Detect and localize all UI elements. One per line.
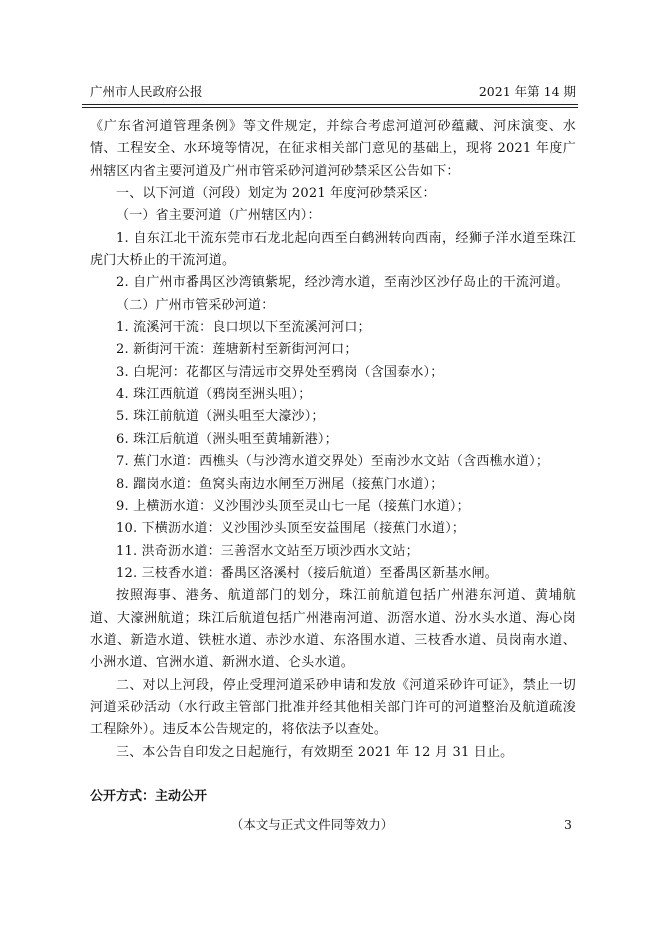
subsection-heading-provincial: （一）省主要河道（广州辖区内）： (116, 208, 321, 224)
list-item: 10. 下横沥水道：义沙围沙头顶至安益围尾（接蕉门水道）； (116, 521, 466, 537)
list-item: 9. 上横沥水道：义沙围沙头顶至灵山七一尾（接蕉门水道）； (116, 498, 470, 514)
list-item: 12. 三枝香水道：番禺区洛溪村（接后航道）至番禺区新基水闸。 (116, 565, 499, 581)
list-item: 2. 新街河干流：莲塘新村至新街河河口； (116, 342, 358, 358)
list-item: 11. 洪奇沥水道：三善滘水文站至万顷沙西水文站； (116, 543, 419, 559)
section-paragraph-3: 三、本公告自印发之日起施行，有效期至 2021 年 12 月 31 日止。 (116, 744, 514, 760)
subsection-heading-city: （二）广州市管采砂河道： (116, 297, 275, 313)
header-rule-thin (82, 107, 578, 108)
section-heading-1: 一、以下河道（河段）划定为 2021 年度河砂禁采区： (116, 186, 436, 202)
section-paragraph-2: 二、对以上河段，停止受理河道采砂申请和发放《河道采砂许可证》，禁止一切河道采砂活动（水行政主管部门批准并经其他相关部门许可的河道整治及航道疏浚工程除外）。违反本公告规定的，将依法予以查处。 (90, 677, 576, 738)
list-item: 1. 自东江北干流东莞市石龙北起向西至白鹤洲转向西南，经狮子洋水道至珠江虎门大桥止的干流河道。 (90, 230, 576, 269)
list-item: 4. 珠江西航道（鸦岗至洲头咀）； (116, 387, 312, 403)
list-item: 1. 流溪河干流：良口坝以下至流溪河河口； (116, 320, 371, 336)
body-paragraph-division: 按照海事、港务、航道部门的划分，珠江前航道包括广州港东河道、黄埔航道、大濠洲航道；珠江后航道包括广州港南河道、沥滘水道、汾水头水道、海心岗水道、新造水道、铁桩水道、赤沙水道、东洛围水道、三枝香水道、员岗南水道、小洲水道、官洲水道、新洲水道、仑头水道。 (90, 588, 576, 671)
disclosure-method: 公开方式：主动公开 (90, 789, 208, 804)
list-item: 5. 珠江前航道（洲头咀至大濠沙）； (116, 409, 325, 425)
footer-validity-note: （本文与正式文件同等效力） (230, 817, 394, 832)
header-publication-title: 广州市人民政府公报 (90, 84, 203, 99)
page-header (82, 84, 578, 104)
header-rule-thick (82, 104, 578, 105)
header-issue-number: 2021 年第 14 期 (478, 84, 576, 99)
list-item: 6. 珠江后航道（洲头咀至黄埔新港）； (116, 431, 338, 447)
list-item: 7. 蕉门水道：西樵头（与沙湾水道交界处）至南沙水文站（含西樵水道）； (116, 454, 550, 470)
list-item: 8. 蹓岗水道：鱼窝头南边水闸至万洲尾（接蕉门水道）； (116, 476, 444, 492)
page-number: 3 (564, 817, 572, 832)
list-item: 2. 自广州市番禺区沙湾镇紫坭，经沙湾水道，至南沙区沙仔岛止的干流河道。 (116, 275, 569, 291)
document-body (90, 116, 576, 764)
list-item: 3. 白坭河：花都区与清远市交界处至鸦岗（含国泰水）； (116, 364, 444, 380)
body-paragraph-intro: 《广东省河道管理条例》等文件规定，并综合考虑河道河砂蕴藏、河床演变、水情、工程安全、水环境等情况，在征求相关部门意见的基础上，现将 2021 年度广州辖区内省主要河道及广州市管采砂河道河砂禁采区公告如下： (90, 119, 576, 179)
